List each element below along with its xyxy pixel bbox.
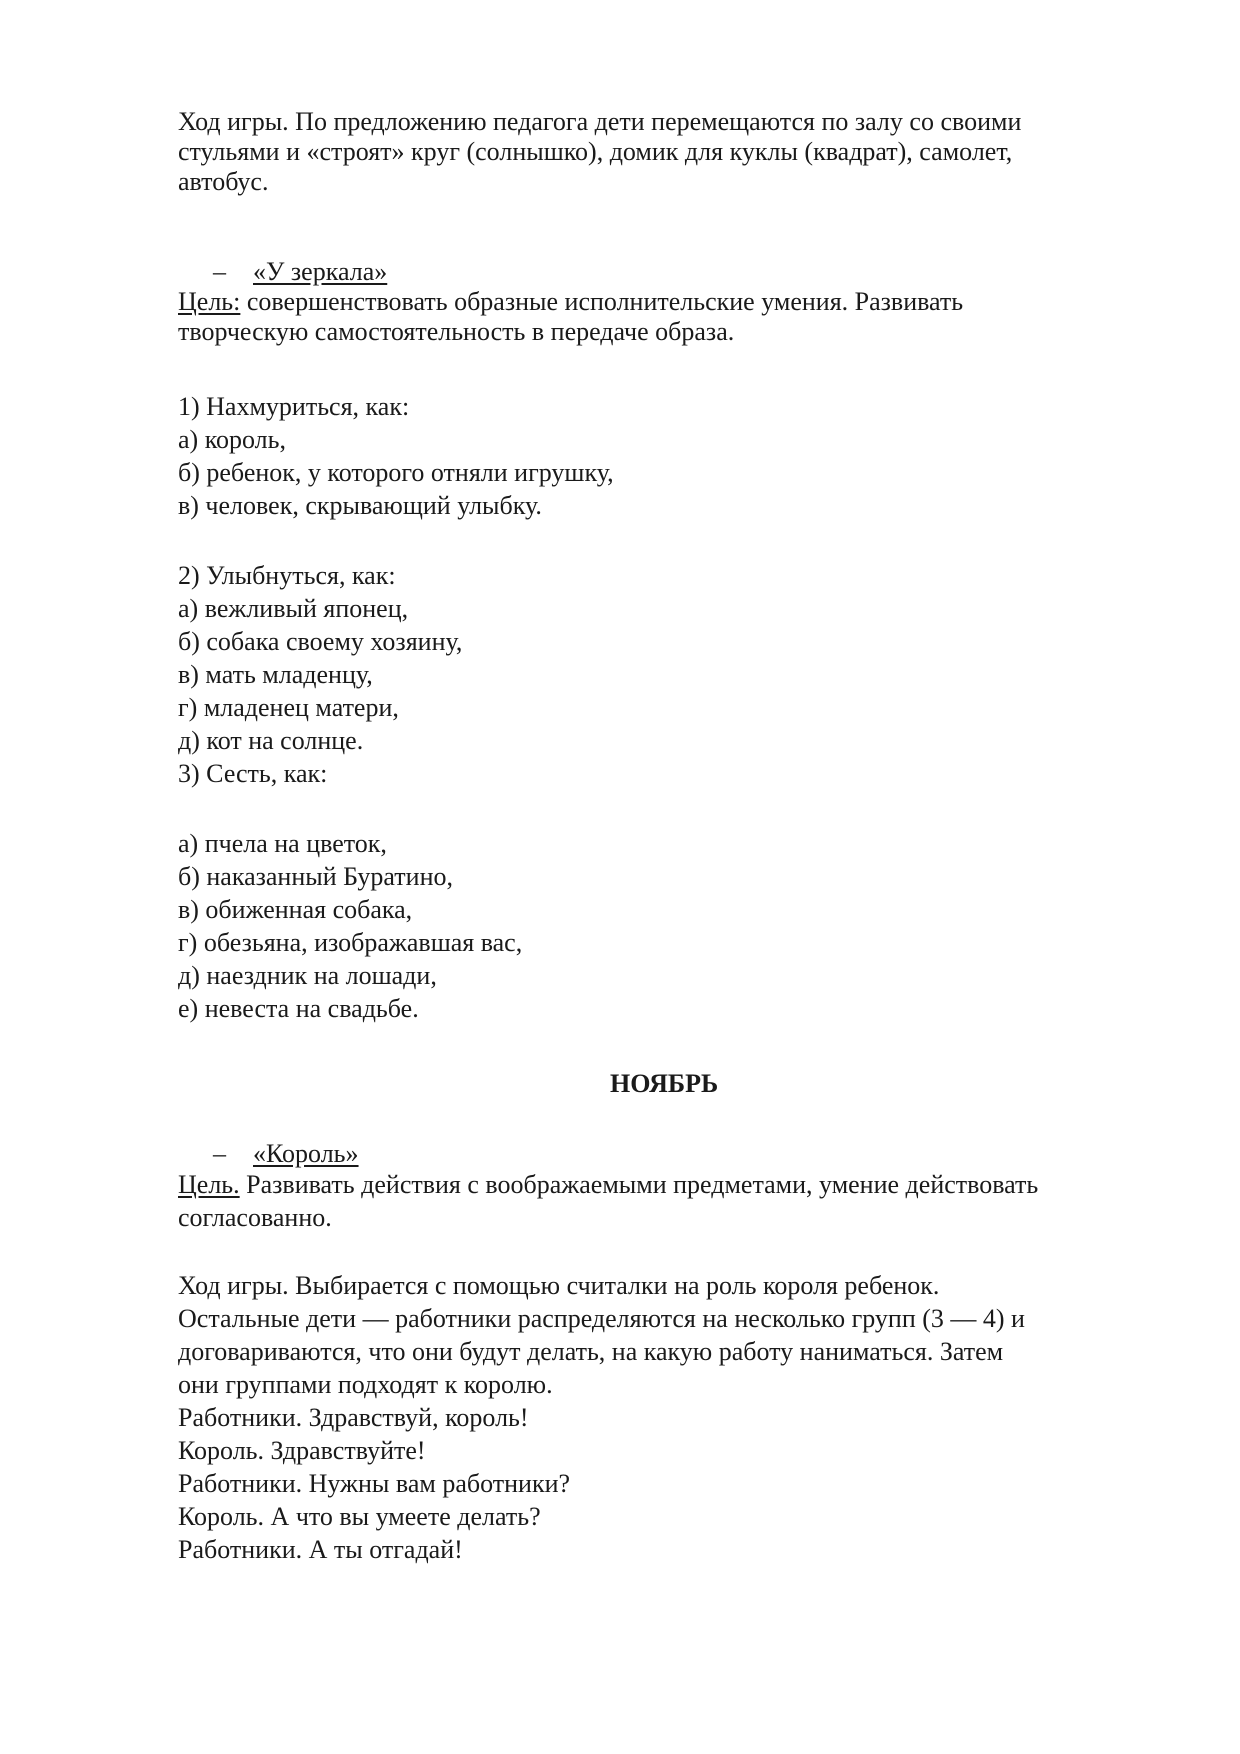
list-dash: –	[213, 257, 226, 286]
goal-line	[178, 1170, 1038, 1200]
list-dash: –	[213, 1139, 226, 1168]
dialogue-line: Король. А что вы умеете делать?	[178, 1502, 541, 1531]
list-item: а) король,	[178, 425, 286, 454]
list-item: б) наказанный Буратино,	[178, 862, 453, 891]
paragraph-line: Ход игры. По предложению педагога дети перемещаются по залу со своими	[178, 107, 1022, 136]
list-item: а) вежливый японец,	[178, 594, 409, 623]
goal-label: Цель:	[178, 287, 241, 316]
goal-text: Развивать действия с воображаемыми предметами, умение действовать	[239, 1170, 1039, 1199]
paragraph-line: стульями и «строят» круг (солнышко), домик для куклы (квадрат), самолет,	[178, 137, 1013, 166]
list-item: а) пчела на цветок,	[178, 829, 387, 858]
list-item: д) наездник на лошади,	[178, 961, 437, 990]
list-item: в) мать младенцу,	[178, 660, 373, 689]
list-item: б) ребенок, у которого отняли игрушку,	[178, 458, 614, 487]
list-item: д) кот на солнце.	[178, 726, 364, 755]
list-item: 3) Сесть, как:	[178, 759, 328, 788]
dialogue-line: Работники. Нужны вам работники?	[178, 1469, 571, 1498]
goal-label: Цель.	[178, 1170, 240, 1199]
paragraph-line: Остальные дети — работники распределяются на несколько групп (3 — 4) и	[178, 1304, 1025, 1333]
list-item: 1) Нахмуриться, как:	[178, 392, 410, 421]
dialogue-line: Работники. А ты отгадай!	[178, 1535, 463, 1564]
list-item: г) младенец матери,	[178, 693, 399, 722]
dialogue-line: Работники. Здравствуй, король!	[178, 1403, 529, 1432]
paragraph-line: Ход игры. Выбирается с помощью считалки на роль короля ребенок.	[178, 1271, 940, 1300]
paragraph-line: договариваются, что они будут делать, на какую работу наниматься. Затем	[178, 1337, 1004, 1366]
game-title-mirror: «У зеркала»	[253, 257, 388, 286]
game-title-king: «Король»	[253, 1139, 359, 1168]
goal-line: согласованно.	[178, 1203, 332, 1232]
list-item: в) обиженная собака,	[178, 895, 413, 924]
dialogue-line: Король. Здравствуйте!	[178, 1436, 426, 1465]
list-item: е) невеста на свадьбе.	[178, 994, 419, 1023]
goal-text: совершенствовать образные исполнительские умения. Развивать	[240, 287, 964, 316]
paragraph-line: автобус.	[178, 167, 269, 196]
paragraph-line: они группами подходят к королю.	[178, 1370, 553, 1399]
list-item: в) человек, скрывающий улыбку.	[178, 491, 542, 520]
goal-line: творческую самостоятельность в передаче образа.	[178, 317, 735, 346]
list-item: б) собака своему хозяину,	[178, 627, 463, 656]
section-title: НОЯБРЬ	[610, 1069, 719, 1098]
list-item: г) обезьяна, изображавшая вас,	[178, 928, 523, 957]
list-item: 2) Улыбнуться, как:	[178, 561, 396, 590]
goal-line	[178, 287, 963, 317]
